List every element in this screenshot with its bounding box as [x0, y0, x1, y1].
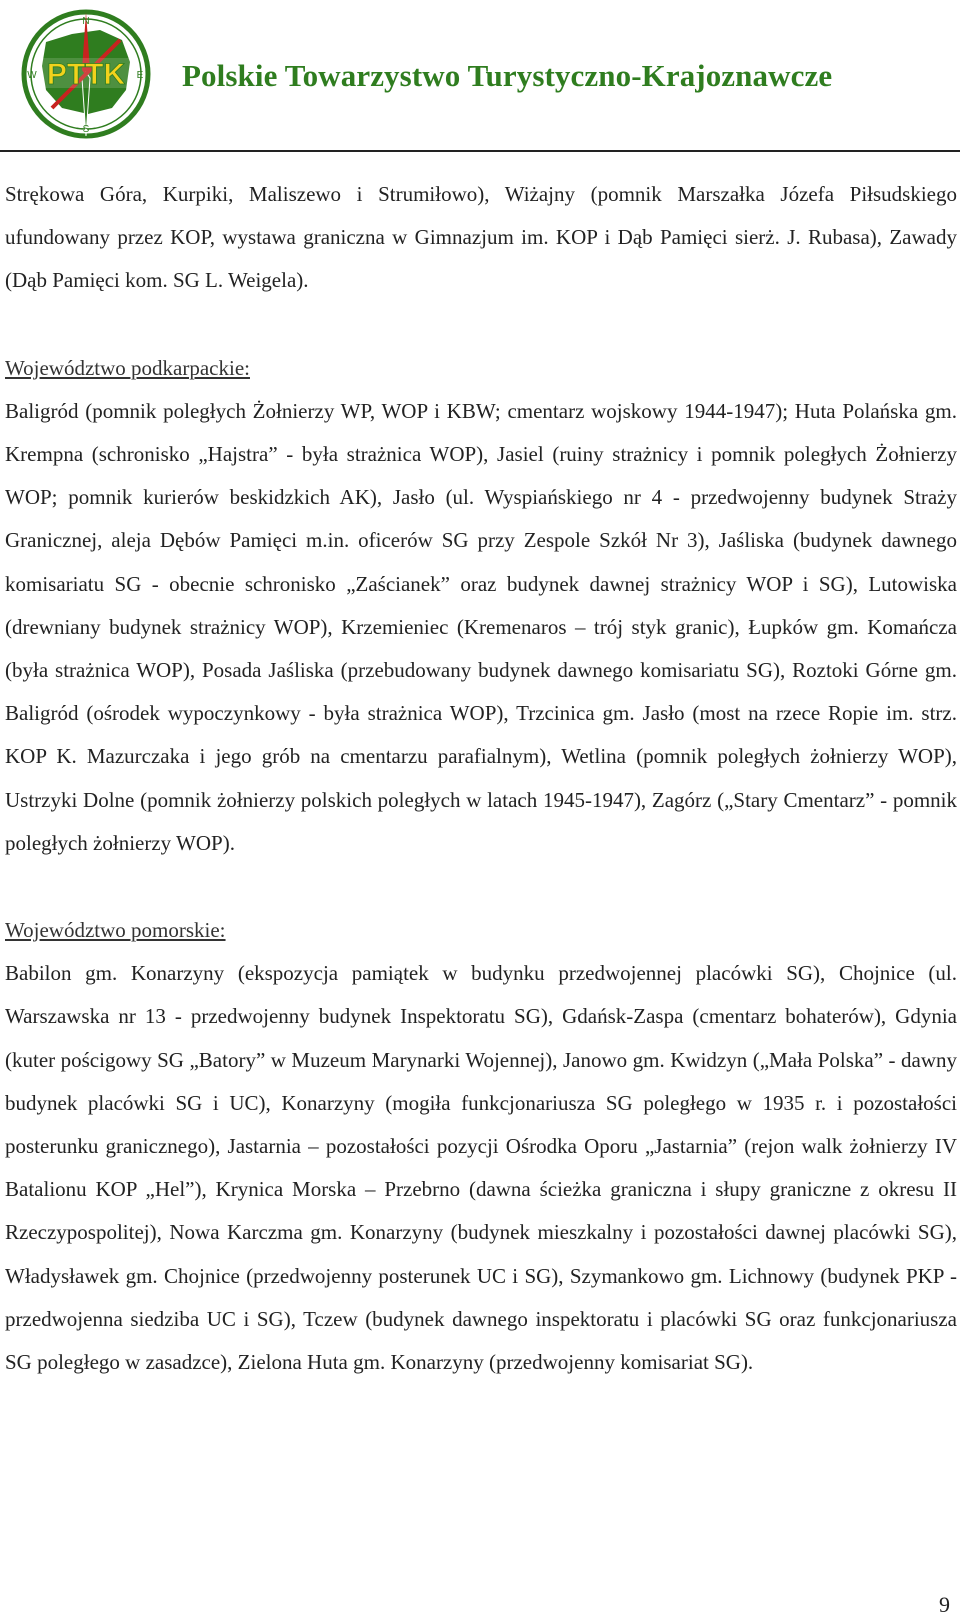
organization-name: Polskie Towarzystwo Turystyczno-Krajoznawcze: [182, 58, 833, 93]
compass-west: W: [27, 70, 37, 81]
section-heading-podkarpackie: Województwo podkarpackie:: [5, 355, 250, 380]
pttk-logo: [12, 4, 160, 144]
compass-south: S: [82, 124, 90, 135]
section-text-pomorskie: Babilon gm. Konarzyny (ekspozycja pamiątek w budynku przedwojennej placówki SG), Chojnice (ul. Warszawska nr 13 - przedwojenny budynek Inspektoratu SG), Gdańsk-Zaspa (cmentarz bohaterów), Gdynia (kuter pościgowy SG „Batory” w Muzeum Marynarki Wojennej), Janowo gm. Kwidzyn („Mała Polska” - dawny budynek placówki SG i UC), Konarzyny (mogiła funkcjonariusza SG poległego w 1935 r. i pozostałości posterunku granicznego), Jastarnia – pozostałości pozycji Ośrodka Oporu „Jastarnia” (rejon walk żołnierzy IV Batalionu KOP „Hel”), Krynica Morska – Przebrno (dawna ścieżka graniczna i słupy graniczne z okresu II Rzeczypospolitej), Nowa Karczma gm. Konarzyny (budynek mieszkalny i pozostałości dawnej placówki SG), Władysławek gm. Chojnice (przedwojenny posterunek UC i SG), Szymankowo gm. Lichnowy (budynek PKP - przedwojenna siedziba UC i SG), Tczew (budynek dawnego inspektoratu i placówki SG oraz funkcjonariusza SG poległego w zasadzce), Zielona Huta gm. Konarzyny (przedwojenny komisariat SG).: [5, 961, 957, 1375]
logo-text: PTTK: [46, 58, 126, 91]
section-text-podkarpackie: Baligród (pomnik poległych Żołnierzy WP, WOP i KBW; cmentarz wojskowy 1944-1947); Huta Polańska gm. Krempna (schronisko „Hajstra” - była strażnica WOP), Jasiel (ruiny strażnicy i pomnik poległych Żołnierzy WOP; pomnik kurierów beskidzkich AK), Jasło (ul. Wyspiańskiego nr 4 - przedwojenny budynek Straży Granicznej, aleja Dębów Pamięci m.in. oficerów SG przy Zespole Szkół Nr 3), Jaśliska (budynek dawnego komisariatu SG - obecnie schronisko „Zaścianek” oraz budynek dawnej strażnicy WOP i SG), Lutowiska (drewniany budynek strażnicy WOP), Krzemieniec (Kremenaros – trój styk granic), Łupków gm. Komańcza (była strażnica WOP), Posada Jaśliska (przebudowany budynek dawnego komisariatu SG), Roztoki Górne gm. Baligród (ośrodek wypoczynkowy - była strażnica WOP), Trzcinica gm. Jasło (most na rzece Ropie im. strz. KOP K. Mazurczaka i jego grób na cmentarzu parafialnym), Wetlina (pomnik poległych żołnierzy WOP), Ustrzyki Dolne (pomnik żołnierzy polskich poległych w latach 1945-1947), Zagórz („Stary Cmentarz” - pomnik poległych żołnierzy WOP).: [5, 398, 957, 855]
compass-north: N: [82, 16, 90, 27]
page-number: 9: [939, 1592, 950, 1617]
header-divider: [0, 150, 960, 152]
page-header: [0, 0, 960, 150]
compass-east: E: [136, 70, 144, 81]
section-heading-pomorskie: Województwo pomorskie:: [5, 918, 226, 943]
document-body: [5, 173, 957, 1384]
intro-paragraph: Strękowa Góra, Kurpiki, Maliszewo i Strumiłowo), Wiżajny (pomnik Marszałka Józefa Piłsudskiego ufundowany przez KOP, wystawa graniczna w Gimnazjum im. KOP i Dąb Pamięci sierż. J. Rubasa), Zawady (Dąb Pamięci kom. SG L. Weigela).: [5, 182, 957, 293]
